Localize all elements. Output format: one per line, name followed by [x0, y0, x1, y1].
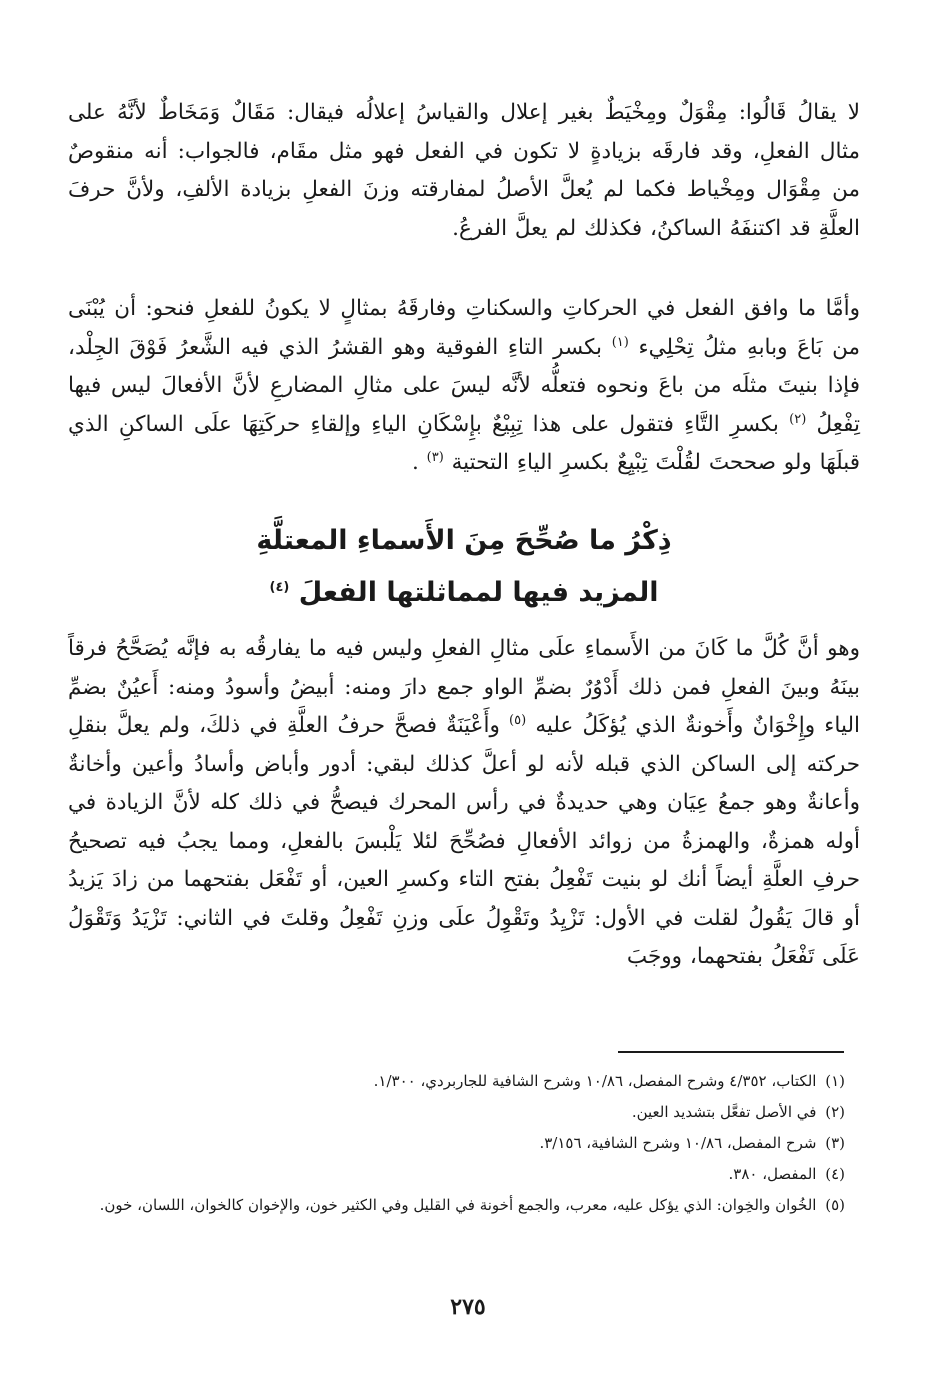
section-heading-line-1: ذِكْرُ ما صُحِّحَ مِنَ الأَسماءِ المعتلَّةِ — [256, 525, 672, 556]
footnote-text: الكتاب، ٤/٣٥٢ وشرح المفصل، ١٠/٨٦ وشرح الشافية للجاربردي، ١/٣٠٠. — [373, 1072, 817, 1090]
page-number: ٢٧٥ — [450, 1294, 486, 1320]
footnote-number: (٣) — [825, 1134, 845, 1152]
footnote-number: (٥) — [825, 1196, 845, 1214]
footnote-ref-3[interactable]: (٣) — [426, 449, 444, 465]
footnotes-list — [68, 1066, 845, 1221]
footnote-ref-4[interactable]: (٤) — [269, 580, 290, 595]
footnote-number: (١) — [825, 1072, 845, 1090]
paragraph-3 — [68, 630, 860, 977]
footnote-item — [68, 1066, 845, 1097]
paragraph-1: لا يقالُ قَالُوا: مِقْوَلٌ ومِخْيَطٌ بغير إعلال والقياسُ إعلالُه فيقال: مَقَالٌ وَمَخَاطٌ لأنَّهُ على مثال الفعلِ، وقد فارقَه بزيادةٍ لا تكون في الفعل فهو مثل مقَام، فالجواب: أنه منقوصٌ من مِقْوَال ومِخْياط فكما لم يُعلَّ الأصلُ لمفارقته وزنَ الفعلِ بزيادة الألفِ، ولأنَّ حرفَ العلَّةِ قد اكتنفَهُ الساكنُ، فكذلك لم يعلَّ الفرعُ. — [68, 100, 860, 241]
footnote-item — [68, 1159, 845, 1190]
footnote-item — [68, 1190, 845, 1221]
paragraph-2-part-3: بكسرِ التَّاءِ فتقول على هذا تِبِيْعٌ بإِسْكَانِ الياءِ وإلقاءِ حركَتِهَا علَى الساكنِ الذي قبلَهَا ولو صححتَ لقُلْتَ تِبْيِعٌ بكسرِ الياءِ التحتية — [68, 411, 860, 475]
footnote-ref-5[interactable]: (٥) — [509, 712, 527, 728]
footnote-ref-2[interactable]: (٢) — [789, 411, 807, 427]
paragraph-2 — [68, 290, 860, 483]
footnote-text: في الأصل تفعَّل بتشديد العين. — [631, 1103, 817, 1121]
footnote-ref-1[interactable]: (١) — [611, 334, 629, 350]
paragraph-3-part-2: وأَعْيَنَةٌ فصحَّ حرفُ العلَّةِ في ذلكَ، ولم يعلَّ بنقلِ حركته إلى الساكن الذي قبله لأنه لو أعلَّ كذلك لبقي: أدور وأباض وأسادُ وأعين وأخانةٌ وأعانةٌ وهو جمعُ عِيَان وهي حديدةٌ في رأس المحرك فيصحُّ في ذلك كله لأنَّ الزيادة في أوله همزةٌ، والهمزةُ من زوائد الأفعالِ فصُحِّحَ لئلا يَلْبسَ بالفعلِ، ومما يجبُ فيه تصحيحُ حرفِ العلَّةِ أيضاً أنك لو بنيت تَفْعِلُ بفتح التاء وكسرِ العين، أو تَفْعَل بفتحهما من زادَ يَزيدُ أو قالَ يَقُولُ لقلت في الأول: تَزْيِدُ وتَقْوِلُ علَى وزنِ تَفْعِلُ وقلتَ في الثاني: تَزْيَدُ وَتَقْوَلُ عَلَى تَفْعَلُ بفتحهما، ووجَبَ — [68, 713, 860, 969]
paragraph-2-end: . — [411, 450, 419, 475]
footnote-number: (٢) — [825, 1103, 845, 1121]
paragraph-2-part-1: وأمَّا ما وافق الفعل في الحركاتِ والسكناتِ وفارقَهُ بمثالٍ لا يكونُ للفعلِ فنحو: أن يُبْنَى من بَاعَ وبابهِ مثلُ تِحْلِيء — [68, 296, 860, 360]
footnote-separator — [618, 1051, 844, 1053]
footnote-number: (٤) — [825, 1165, 845, 1183]
paragraph-2-part-2: بكسر التاءِ الفوقية وهو القشرُ الذي فيه الشَّعرُ فَوْقَ الجِلْد، فإذا بنيتَ مثلَه من باعَ ونحوه فتعلُّه لأنَّه ليسَ على مثالِ المضارعِ لأنَّ الأفعالَ ليس فيها تِفْعِلُ — [68, 334, 860, 437]
footnote-item — [68, 1128, 845, 1159]
footnote-text: شرح المفصل، ١٠/٨٦ وشرح الشافية، ٣/١٥٦. — [539, 1134, 817, 1152]
footnote-text: الخُوان والخِوان: الذي يؤكل عليه، معرب، والجمع أخونة في القليل وفي الكثير خون، والإخوان كالخوان، اللسان، خون. — [99, 1196, 817, 1214]
section-heading-text: المزيد فيها لمماثلتها الفعلَ — [298, 577, 659, 608]
footnote-item — [68, 1097, 845, 1128]
section-heading-line-2 — [68, 570, 860, 616]
paragraph-3-part-1: وهو أنَّ كُلَّ ما كَانَ من الأَسماءِ علَى مثالِ الفعلِ وليس فيه ما يفارقُه به فإنَّه يُصَحَّحُ فرقاً بينَهُ وبينَ الفعلِ فمن ذلك أَدْوُرٌ بضمِّ الواو جمع دارَ ومنه: أبيضُ وأسودُ ومنه: أَعيُنٌ بضمِّ الياء وإِخْوَانٌ وأَخونةٌ الذي يُؤكَلُ عليه — [68, 636, 860, 738]
footnote-text: المفصل، ٣٨٠. — [728, 1165, 817, 1183]
